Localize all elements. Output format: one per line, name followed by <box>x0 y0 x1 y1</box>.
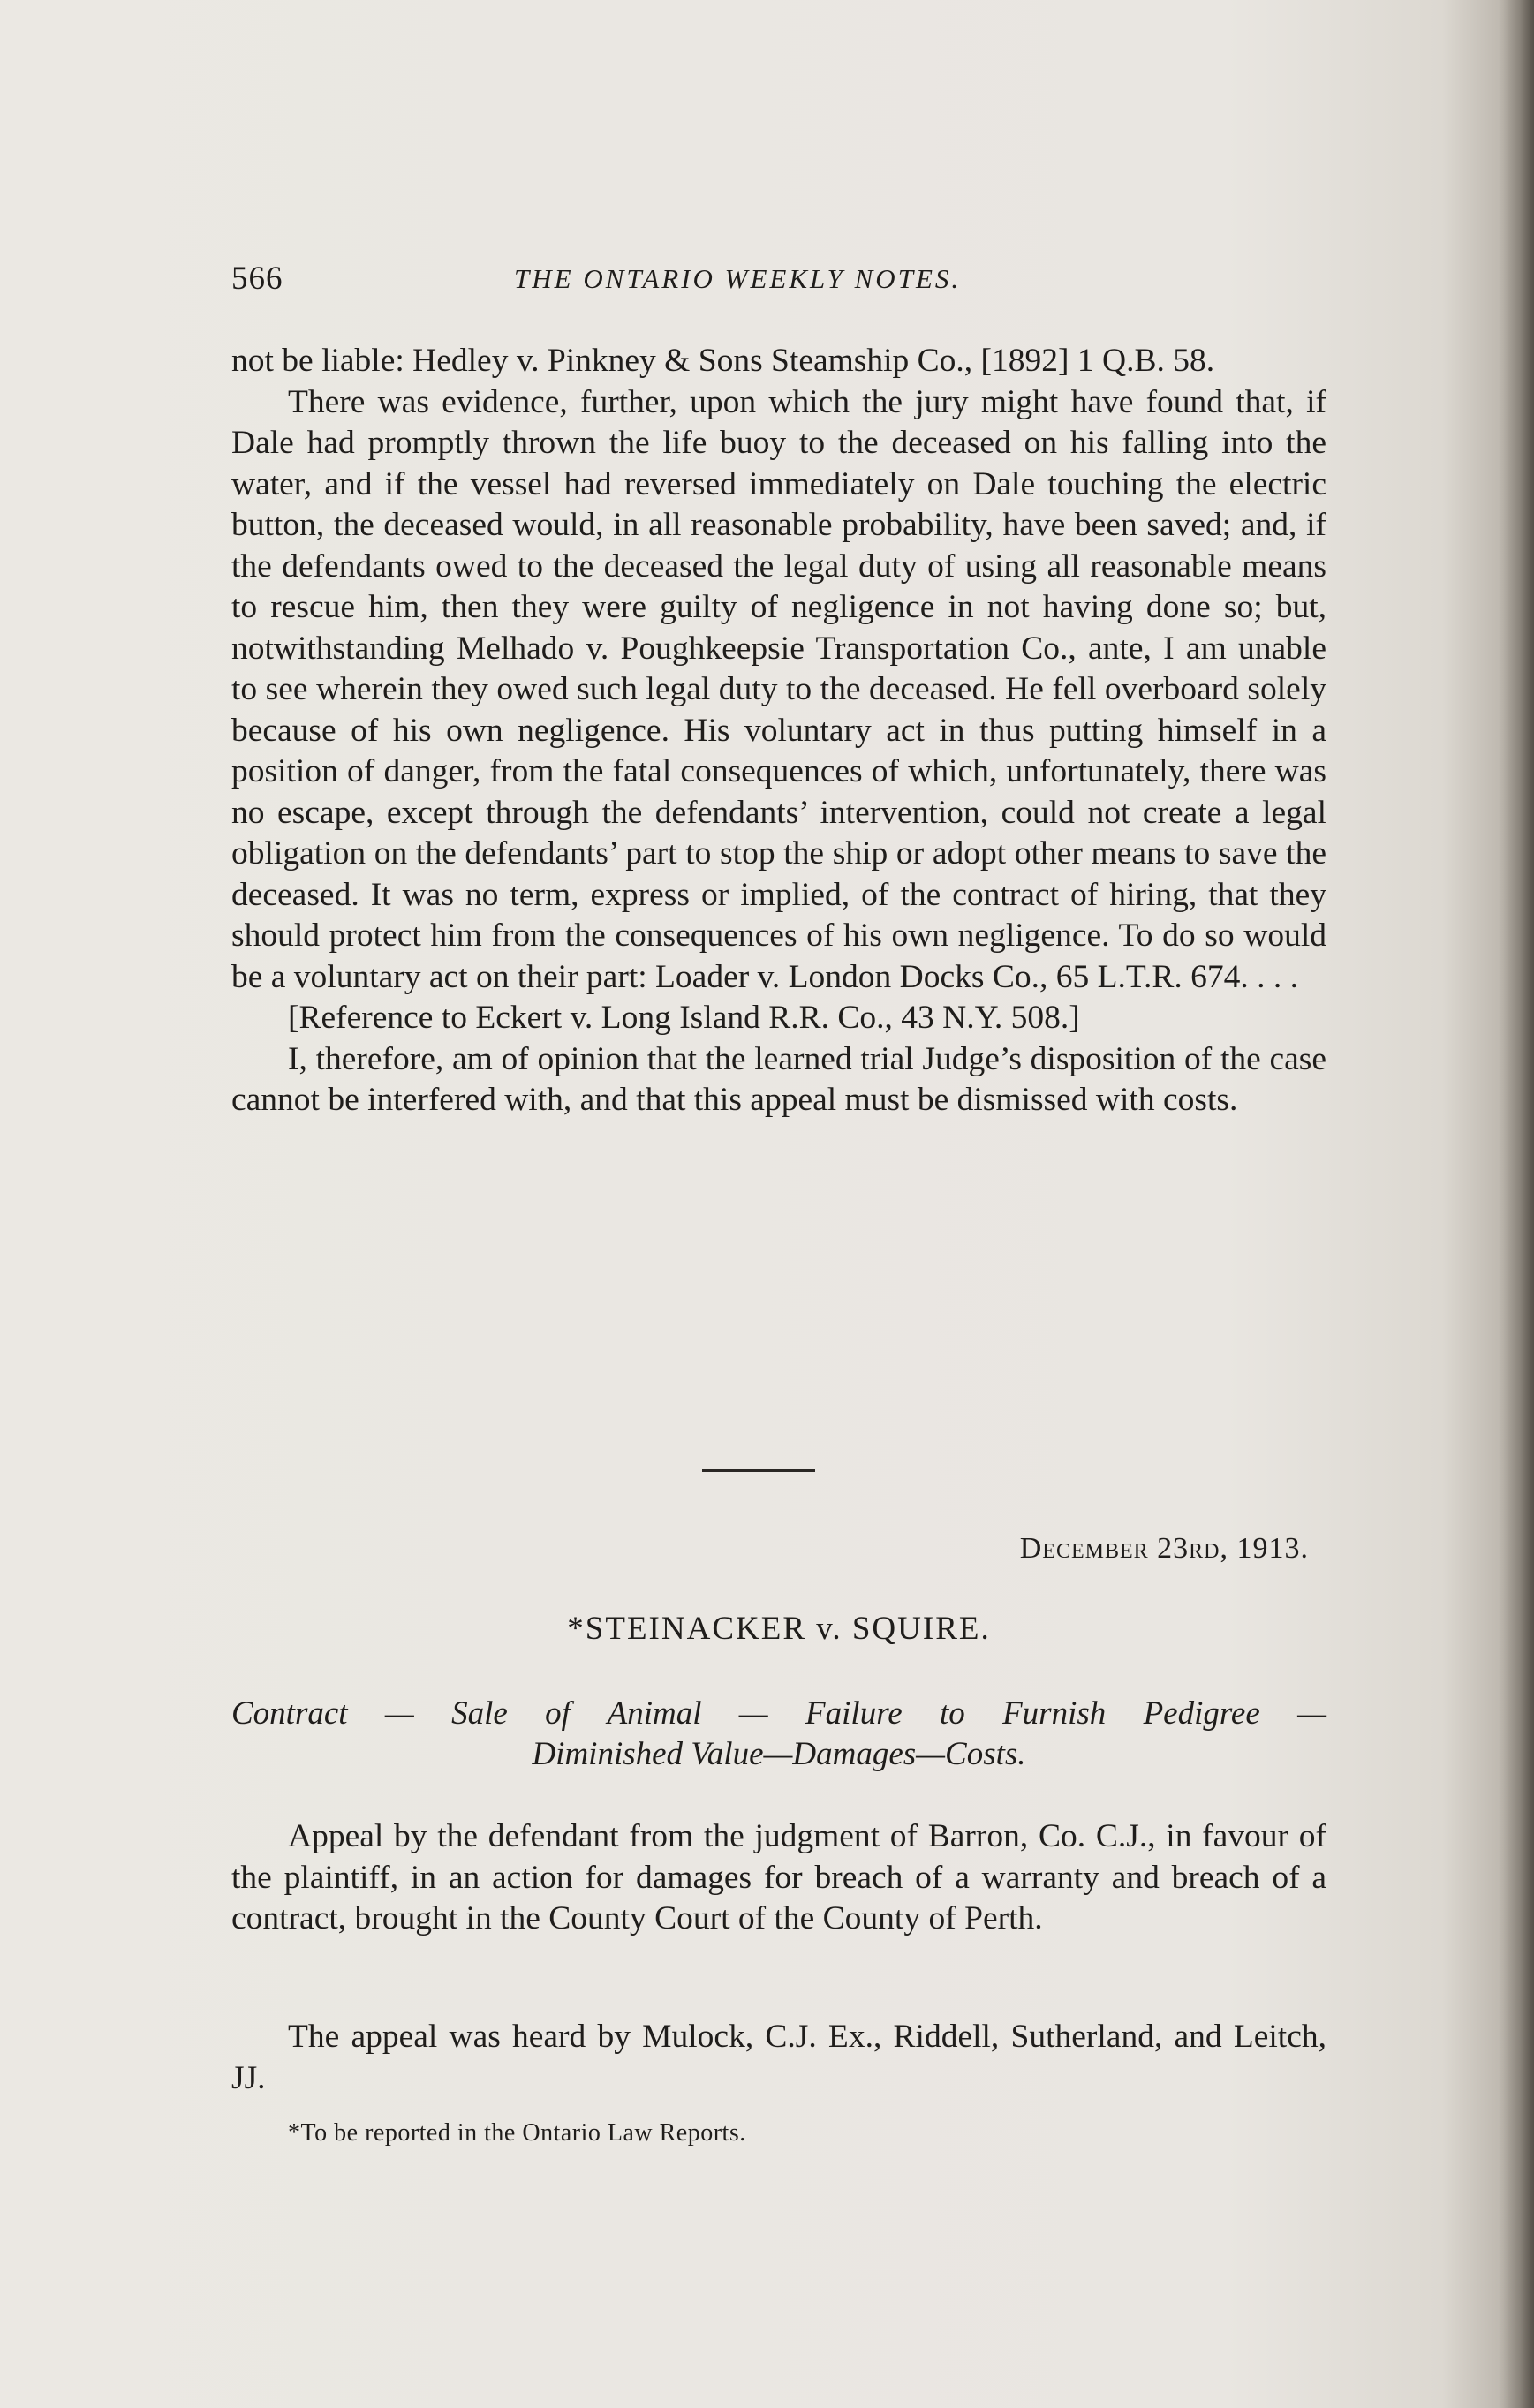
appeal-paragraph: Appeal by the defendant from the judgment of Barron, Co. C.J., in favour of the plaintiff, in an action for damages for breach of a warranty and breach of a contract, brought in the County Court of the County of Perth. <box>231 1818 1326 1936</box>
headnote-line-2: Diminished Value—Damages—Costs. <box>532 1736 1026 1772</box>
paragraph-conclusion: I, therefore, am of opinion that the learned trial Judge’s disposition of the case cannot be interfered with, and that this appeal must be dismissed with costs. <box>231 1040 1326 1118</box>
page-edge-shadow <box>1499 0 1534 2408</box>
paragraph-continuation: not be liable: Hedley v. Pinkney & Sons Steamship Co., [1892] 1 Q.B. 58. <box>231 343 1215 379</box>
case-title: *STEINACKER v. SQUIRE. <box>567 1611 991 1647</box>
case-headnote <box>231 1694 1326 1775</box>
case-date: December 23rd, 1913. <box>1019 1532 1309 1565</box>
journal-title: THE ONTARIO WEEKLY NOTES. <box>514 263 962 294</box>
heard-paragraph: The appeal was heard by Mulock, C.J. Ex., Riddell, Sutherland, and Leitch, JJ. <box>231 2019 1326 2096</box>
page-number: 566 <box>231 260 283 297</box>
judgment-body <box>231 341 1326 1121</box>
section-divider <box>702 1469 815 1472</box>
paragraph-reference: [Reference to Eckert v. Long Island R.R. Co., 43 N.Y. 508.] <box>288 1000 1080 1036</box>
paragraph-evidence: There was evidence, further, upon which the jury might have found that, if Dale had promptly thrown the life buoy to the deceased on his falling into the water, and if the vessel had reversed immediately on Dale touching the electric button, the deceased would, in all reasonable probability, have been saved; and, if the defendants owed to the deceased the legal duty of using all reasonable means to rescue him, then they were guilty of negligence in not having done so; but, notwithstanding Melhado v. Poughkeepsie Transportation Co., ante, I am unable to see wherein they owed such legal duty to the deceased. He fell overboard solely because of his own negligence. His voluntary act in thus putting himself in a position of danger, from the fatal consequences of which, unfortunately, there was no escape, except through the defendants’ intervention, could not create a legal obligation on the defendants’ part to stop the ship or adopt other means to save the deceased. It was no term, express or implied, of the contract of hiring, that they should protect him from the consequences of his own negligence. To do so would be a voluntary act on their part: Loader v. London Docks Co., 65 L.T.R. 674. . . . <box>231 383 1326 995</box>
footnote: *To be reported in the Ontario Law Reports. <box>288 2119 746 2147</box>
running-head <box>231 260 1326 304</box>
headnote-line-1: Contract — Sale of Animal — Failure to Furnish Pedigree — <box>231 1695 1326 1732</box>
